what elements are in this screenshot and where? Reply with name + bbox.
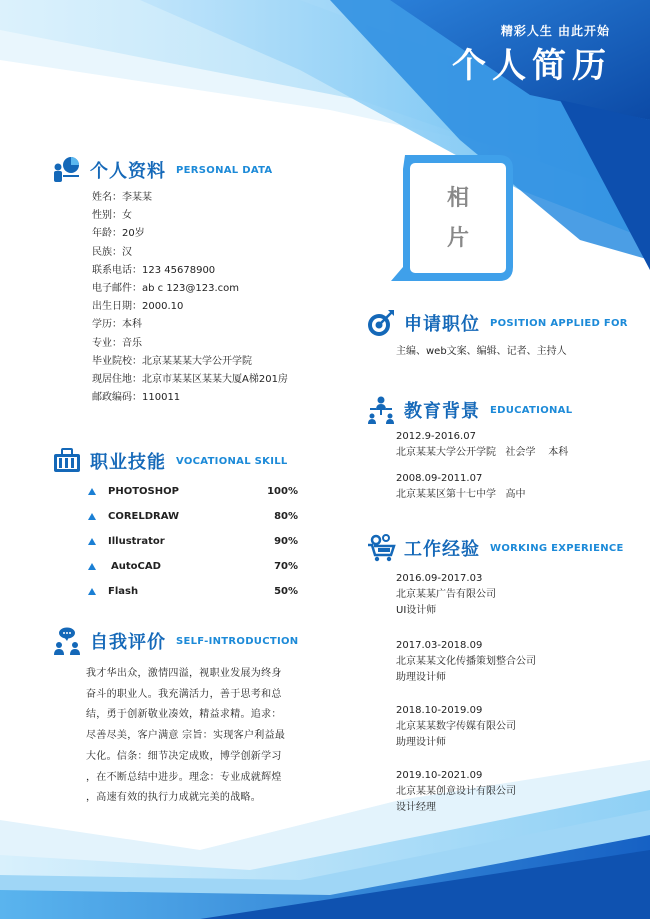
work-company: 北京某某创意设计有限公司 [396,786,516,797]
skills-subtitle: VOCATIONAL SKILL [176,455,288,467]
header-tagline: 精彩人生 由此开始 [500,24,610,38]
skill-value: 90% [274,536,298,547]
personal-row-ethnicity: 民族：汉 [92,246,132,258]
skill-value: 50% [274,586,298,597]
personal-data-title: 个人资料 [90,161,166,182]
work-company: 北京某某文化传播策划整合公司 [396,656,536,667]
personal-data-heading [52,155,272,185]
work-period: 2018.10-2019.09 [396,705,483,716]
position-subtitle: POSITION APPLIED FOR [490,317,628,329]
self-intro-line: ，在不断总结中进步。理念：专业成就辉煌 [86,771,282,783]
work-title: 工作经验 [404,539,480,560]
education-detail: 北京某某大学公开学院 社会学 本科 [396,447,569,458]
work-role: UI设计师 [396,605,437,616]
triangle-bullet-icon [88,488,96,495]
skill-value: 80% [274,511,298,522]
work-subtitle: WORKING EXPERIENCE [490,542,624,554]
cart-gears-icon [366,533,396,563]
personal-row-email: 电子邮件：ab c 123@123.com [92,282,240,294]
education-item [396,471,526,503]
position-text: 主编、web文案、编辑、记者、主持人 [396,346,567,357]
work-role: 助理设计师 [396,737,446,748]
skill-name: Flash [108,586,139,597]
work-period: 2016.09-2017.03 [396,573,483,584]
education-subtitle: EDUCATIONAL [490,404,573,416]
personal-row-birthdate: 出生日期：2000.10 [92,301,184,313]
personal-row-address: 现居住地：北京市某某区某某大厦A梯201房 [92,373,288,385]
personal-row-age: 年龄：20岁 [92,228,145,240]
work-period: 2019.10-2021.09 [396,770,483,781]
self-intro-text [86,664,286,809]
skills-list [88,479,298,604]
work-heading [366,533,624,563]
skill-name: AutoCAD [111,561,161,572]
education-title: 教育背景 [404,401,480,422]
personal-row-education: 学历：本科 [92,319,142,331]
personal-row-phone: 联系电话：123 45678900 [92,264,216,276]
skill-row [88,479,298,504]
skills-heading [52,446,288,476]
photo-frame-border [389,153,515,283]
skill-row [88,529,298,554]
photo-label-line2: 片 [446,226,469,251]
self-intro-line: 奋斗的职业人。我充满活力，善于思考和总 [86,688,282,700]
education-period: 2012.9-2016.07 [396,431,476,442]
personal-data-list [92,189,288,407]
triangle-bullet-icon [88,513,96,520]
skill-row [88,554,298,579]
triangle-bullet-icon [88,588,96,595]
photo-label-line1: 相 [446,186,469,211]
education-item [396,429,568,461]
triangle-bullet-icon [88,563,96,570]
photo-placeholder [389,153,515,283]
personal-data-subtitle: PERSONAL DATA [176,164,273,176]
work-item [396,638,536,686]
skill-name: PHOTOSHOP [108,486,179,497]
self-intro-line: 我才华出众，激情四溢，视职业发展为终身 [86,668,282,679]
people-chat-icon [52,626,82,656]
work-company: 北京某某数字传媒有限公司 [396,721,516,732]
organization-icon [366,395,396,425]
skill-value: 100% [267,486,298,497]
self-intro-line: 大化。信条：细节决定成败，博学创新学习 [86,750,282,762]
work-period: 2017.03-2018.09 [396,640,483,651]
resume-title: 个人简历 [452,46,612,86]
work-item [396,571,496,619]
self-intro-heading [52,626,298,656]
skill-row [88,504,298,529]
skill-name: Illustrator [108,536,165,547]
education-heading [366,395,572,425]
skills-title: 职业技能 [90,452,166,473]
self-intro-line: 结，勇于创新敬业凑效，精益求精。追求： [86,709,282,721]
personal-row-school: 毕业院校：北京某某某大学公开学院 [92,355,252,367]
self-intro-subtitle: SELF-INTRODUCTION [176,635,299,647]
education-period: 2008.09-2011.07 [396,473,483,484]
work-role: 设计经理 [396,802,436,813]
personal-row-name: 姓名：李某某 [92,192,152,203]
personal-row-gender: 性别：女 [92,210,132,222]
work-role: 助理设计师 [396,672,446,683]
target-icon [366,308,396,338]
skill-name: CORELDRAW [108,511,180,522]
self-intro-line: 尽善尽美，客户满意 宗旨：实现客户利益最 [86,730,286,742]
work-item [396,768,516,816]
toolbox-icon [52,446,82,476]
self-intro-title: 自我评价 [90,632,166,653]
self-intro-line: ，高速有效的执行力成就完美的战略。 [86,792,262,804]
skill-value: 70% [274,561,298,572]
work-company: 北京某某广告有限公司 [396,589,496,600]
work-item [396,703,516,751]
position-heading [366,308,628,338]
position-title: 申请职位 [404,314,480,335]
personal-row-postcode: 邮政编码：110011 [92,392,181,404]
education-detail: 北京某某区第十七中学 高中 [396,489,526,500]
triangle-bullet-icon [88,538,96,545]
personal-row-major: 专业：音乐 [92,337,142,349]
skill-row [88,579,298,604]
chart-presentation-icon [52,155,82,185]
